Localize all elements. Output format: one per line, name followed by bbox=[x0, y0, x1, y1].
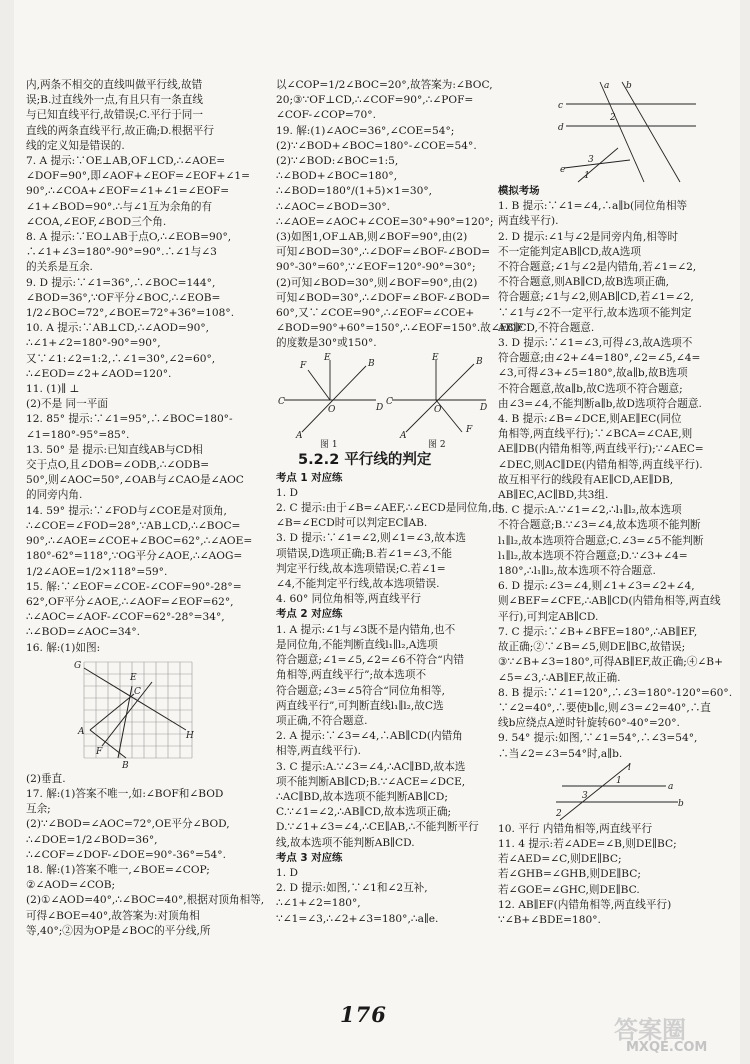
column-1 bbox=[26, 78, 265, 939]
fig1-label: C bbox=[278, 396, 285, 407]
text-line: 可得∠BOE=40°,故答案为:对顶角相 bbox=[26, 909, 200, 922]
text-line: ∠COF-∠COP=70°. bbox=[276, 109, 376, 122]
text-line: (2)可知∠BOD=30°,则∠BOF=90°,由(2) bbox=[276, 276, 478, 289]
fig1-label: A bbox=[296, 430, 303, 441]
text-line: 7. C 提示:∵∠B+∠BFE=180°,∴AB∥EF, bbox=[498, 625, 698, 638]
text-line: ∠5=∠3,∴AB∥EF,故正确. bbox=[498, 671, 621, 684]
text-line: 10. 平行 内错角相等,两直线平行 bbox=[498, 822, 653, 835]
figure-label: b bbox=[626, 81, 632, 91]
text-line: 符合题意;∠3=∠5符合“同位角相等, bbox=[276, 684, 445, 697]
text-line: (3)如图1,OF⊥AB,则∠BOF=90°,由(2) bbox=[276, 231, 468, 244]
figure-label: l bbox=[628, 762, 631, 773]
text-line: ∴AC∥BD,故本选项不能判断AB∥CD; bbox=[276, 790, 448, 803]
grid-label: G bbox=[74, 660, 82, 671]
answer-lines bbox=[276, 623, 490, 851]
text-line: 不符合题意,则AB∥CD,故B选项正确, bbox=[498, 276, 669, 289]
text-line: 平行),可判定AB∥CD. bbox=[498, 610, 599, 623]
text-line: ∵∠2=40°,∴要使b∥c,则∠3=∠2=40°,∴直 bbox=[498, 701, 711, 714]
text-line: ∵∠B+∠BDE=180°. bbox=[498, 913, 601, 926]
fig2-label: A bbox=[400, 430, 407, 441]
figure-label: 1 bbox=[584, 171, 590, 181]
text-line: 以∠COP=1/2∠BOC=20°,故答案为:∠BOC, bbox=[276, 79, 493, 91]
text-line: 角相等,两直线平行);∵∠BCA=∠CAE,则 bbox=[498, 428, 693, 441]
text-line: 20;③∵OF⊥CD,∴∠COF=90°,∴∠POF= bbox=[276, 94, 474, 107]
text-line: 符合题意;由∠2+∠4=180°,∠2=∠5,∠4= bbox=[498, 352, 701, 365]
grid-label: E bbox=[130, 672, 137, 683]
text-line: ∠DOF=90°,即∠AOF+∠EOF=∠EOF+∠1= bbox=[26, 170, 250, 183]
text-line: ∠DEC,则AC∥DE(内错角相等,两直线平行). bbox=[498, 458, 703, 471]
text-line: ∴∠BOD+∠BOC=180°, bbox=[276, 170, 398, 183]
answer-lines bbox=[498, 822, 738, 928]
text-line: ∴∠AOC=∠AOF-∠COF=62°-28°=34°, bbox=[26, 611, 225, 624]
text-line: 3. D 提示:∵∠1=∠2,则∠1=∠3,故本选 bbox=[276, 532, 467, 545]
text-line: 18. 解:(1)答案不唯一,∠BOE=∠COP; bbox=[26, 863, 210, 876]
text-line: l₁∥l₂,故本选项符合题意;C.∠3=∠5不能判断 bbox=[498, 534, 704, 547]
text-line: ∴∠BOD=180°/(1+5)×1=30°, bbox=[276, 185, 432, 198]
text-line: (2)垂直. bbox=[26, 772, 66, 785]
text-line: 1. D bbox=[276, 866, 298, 879]
text-line: ∴∠EOD=∠2+∠AOD=120°. bbox=[26, 367, 172, 380]
text-line: 直线的两条直线平行,故正确;D.根据平行 bbox=[26, 124, 214, 137]
text-line: 14. 59° 提示:∵∠FOD与∠COE是对顶角, bbox=[26, 504, 227, 517]
text-line: D.∵∠1+∠3=∠4,∴CE∥AB,∴不能判断平行 bbox=[276, 821, 479, 834]
text-line: 1. B 提示:∵∠1=∠4,∴a∥b(同位角相等 bbox=[498, 200, 688, 213]
textbook-page bbox=[14, 0, 740, 1064]
text-line: l₁∥l₂,故本选项不符合题意;D.∵∠3+∠4= bbox=[498, 549, 688, 562]
text-line: 6. D 提示:∠3=∠4,则∠1+∠3=∠2+∠4, bbox=[498, 580, 695, 593]
text-line: 的同旁内角. bbox=[26, 489, 83, 502]
figure-label: a bbox=[604, 81, 610, 91]
text-line: 可知∠BOD=30°,∴∠DOF=∠BOF-∠BOD= bbox=[276, 246, 491, 259]
text-line: 90°,∴∠AOE=∠COE+∠BOC=62°,∴∠AOE= bbox=[26, 535, 253, 548]
transversal-figure bbox=[554, 762, 684, 822]
text-line: 由∠3=∠4,不能判断a∥b,故D选项符合题意. bbox=[498, 397, 702, 410]
text-line: ∴∠DOE=1/2∠BOD=36°, bbox=[26, 833, 158, 846]
answer-lines bbox=[26, 78, 260, 656]
text-line: 项错误,D选项正确;B.若∠1=∠3,不能 bbox=[276, 547, 452, 560]
text-line: 等,40°;②因为OP是∠BOC的平分线,所 bbox=[26, 924, 211, 937]
fig2-label: B bbox=[476, 356, 483, 367]
fig2-label: D bbox=[480, 402, 488, 413]
text-line: 11. (1)∥ ⊥ bbox=[26, 383, 80, 396]
text-line: 两直线平行”,可判断直线l₁∥l₂,故C选 bbox=[276, 699, 444, 712]
text-line: ∴∠COF=∠DOF-∠DOE=90°-36°=54°. bbox=[26, 848, 226, 861]
text-line: 1/2∠AOE=1/2×118°=59°. bbox=[26, 565, 168, 578]
figure-label: 1 bbox=[616, 775, 622, 786]
text-line: 的关系是互余. bbox=[26, 261, 93, 274]
fig1-label: F bbox=[300, 360, 307, 371]
text-line: 1. D bbox=[276, 486, 298, 499]
fig1-label: D bbox=[376, 402, 384, 413]
text-line: 9. 54° 提示:如图,∵∠1=54°,∴∠3=54°, bbox=[498, 732, 698, 745]
text-line: 若∠GHB=∠GHB,则DE∥BC; bbox=[498, 868, 641, 881]
text-line: ∠4,不能判定平行线,故本选项错误. bbox=[276, 578, 440, 591]
text-line: 不符合题意;∠1与∠2是内错角,若∠1=∠2, bbox=[498, 261, 697, 274]
text-line: 60°,又∵∠COE=90°,∴∠EOF=∠COE+ bbox=[276, 307, 475, 320]
figure-label: 3 bbox=[582, 790, 588, 801]
text-line: 2. A 提示:∵∠3=∠4,∴AB∥CD(内错角 bbox=[276, 730, 463, 743]
watermark-url: MXQE.COM bbox=[626, 1040, 708, 1055]
text-line: ∠B=∠ECD时可以判定EC∥AB. bbox=[276, 517, 428, 530]
text-line: 90°,∴∠COA+∠EOF=∠1+∠1=∠EOF= bbox=[26, 185, 230, 198]
grid-label: A bbox=[78, 726, 85, 737]
figure-label: a bbox=[668, 781, 674, 792]
text-line: ∴∠BOD=∠AOC=34°. bbox=[26, 626, 140, 639]
text-line: 16. 解:(1)如图: bbox=[26, 641, 101, 654]
text-line: ∴∠1+∠3=180°-90°=90°.∴∠1与∠3 bbox=[26, 246, 217, 259]
text-line: (2)①∠AOD=40°,∴∠BOC=40°,根据对顶角相等, bbox=[26, 894, 265, 907]
text-line: 1. A 提示:∠1与∠3既不是内错角,也不 bbox=[276, 623, 456, 636]
page-number: 176 bbox=[340, 1002, 387, 1027]
answer-lines bbox=[276, 486, 503, 608]
text-line: 8. B 提示:∵∠1=120°,∴∠3=180°-120°=60°. bbox=[498, 686, 733, 699]
answer-lines bbox=[26, 772, 265, 939]
fig1-label: O bbox=[328, 404, 336, 415]
text-line: 与已知直线平行,故错误;C.平行于同一 bbox=[26, 109, 203, 122]
fig1-label: B bbox=[368, 358, 375, 369]
text-line: ∴∠AOE=∠AOC+∠COE=30°+90°=120°; bbox=[276, 215, 494, 228]
figure-label: e bbox=[560, 165, 566, 175]
grid-label: H bbox=[186, 730, 194, 741]
text-line: 则∠BEF=∠CFE,∴AB∥CD(内错角相等,两直线 bbox=[498, 595, 721, 608]
figure-label: 2 bbox=[610, 113, 616, 123]
text-line: 4. 60° 同位角相等,两直线平行 bbox=[276, 593, 421, 606]
text-line: 10. A 提示:∵AB⊥CD,∴∠AOD=90°, bbox=[26, 322, 210, 335]
parallel-lines-figure bbox=[558, 78, 698, 184]
figure-label: 2 bbox=[556, 808, 562, 819]
grid-label: C bbox=[134, 686, 141, 697]
text-line: ∵∠1与∠2不一定平行,故本选项不能判定 bbox=[498, 306, 692, 319]
text-line: ∠BOD=36°,∵OF平分∠BOC,∴∠EOB= bbox=[26, 291, 221, 304]
text-line: 故互相平行的线段有AE∥CD,AE∥DB, bbox=[498, 473, 674, 486]
text-line: 13. 50° 是 提示:已知直线AB与CD相 bbox=[26, 443, 203, 456]
text-line: 90°-30°=60°,∵∠EOF=120°-90°=30°; bbox=[276, 261, 476, 274]
text-line: 误;B.过直线外一点,有且只有一条直线 bbox=[26, 94, 203, 107]
text-line: 12. 85° 提示:∵∠1=95°,∴∠BOC=180°- bbox=[26, 413, 233, 426]
text-line: 若∠GOE=∠GHC,则DE∥BC. bbox=[498, 883, 640, 896]
text-line: 线,故本选项不能判断AB∥CD. bbox=[276, 836, 415, 849]
text-line: 互余; bbox=[26, 803, 51, 816]
text-line: 50°,则∠AOC=50°,∠OAB与∠CAO是∠AOC bbox=[26, 474, 244, 487]
text-line: 17. 解:(1)答案不唯一,如:∠BOF和∠BOD bbox=[26, 787, 224, 800]
text-line: 2. D 提示:∠1与∠2是同旁内角,相等时 bbox=[498, 230, 679, 243]
text-line: C.∵∠1=∠2,∴AB∥CD,故本选项正确; bbox=[276, 806, 452, 819]
text-line: ∠COA,∠EOF,∠BOD三个角. bbox=[26, 215, 167, 228]
text-line: 7. A 提示:∵OE⊥AB,OF⊥CD,∴∠AOE= bbox=[26, 155, 226, 168]
text-line: ∴∠1+∠2=180°, bbox=[276, 897, 361, 910]
text-line: AB∥CD,不符合题意. bbox=[498, 321, 595, 334]
text-line: ∴∠COE=∠FOD=28°,∵AB⊥CD,∴∠BOC= bbox=[26, 519, 241, 532]
fig2-label: O bbox=[434, 404, 442, 415]
figure-label: 3 bbox=[588, 155, 594, 165]
fig1-label: E bbox=[324, 352, 331, 363]
grid-figure bbox=[74, 658, 224, 770]
text-line: 不一定能判定AB∥CD,故A选项 bbox=[498, 245, 641, 258]
text-line: 3. D 提示:∵∠1=∠3,可得∠3,故A选项不 bbox=[498, 337, 693, 350]
fig2-label: C bbox=[386, 396, 393, 407]
text-line: 2. C 提示:由于∠B=∠AEF,∴∠ECD是同位角,由 bbox=[276, 502, 503, 515]
text-line: ∴∠1+∠2=180°-90°=90°, bbox=[26, 337, 161, 350]
text-line: 符合题意;∠1=∠5,∠2=∠6不符合“内错 bbox=[276, 654, 464, 667]
text-line: 交于点O,且∠DOB=∠ODB,∴∠ODB= bbox=[26, 459, 210, 472]
text-line: 内,两条不相交的直线叫做平行线,故错 bbox=[26, 79, 203, 91]
text-line: 不符合题意;B.∵∠3=∠4,故本选项不能判断 bbox=[498, 519, 701, 532]
text-line: ∠3,可得∠3+∠5=180°,故a∥b,故B选项 bbox=[498, 367, 688, 380]
text-line: 180°-62°=118°,∵OG平分∠AOE,∴∠AOG= bbox=[26, 550, 243, 563]
text-line: ∠1+∠BOD=90°.∴与∠1互为余角的有 bbox=[26, 200, 213, 213]
text-line: 两直线平行). bbox=[498, 215, 559, 228]
text-line: 5. C 提示:A.∵∠1=∠2,∴l₁∥l₂,故本选项 bbox=[498, 504, 682, 517]
text-line: 若∠AED=∠C,则DE∥BC; bbox=[498, 853, 622, 866]
grid-label: B bbox=[122, 760, 129, 771]
text-line: 判定平行线,故本选项错误;C.若∠1= bbox=[276, 562, 446, 575]
text-line: ∴当∠2=∠3=54°时,a∥b. bbox=[498, 747, 623, 760]
text-line: 不符合题意,故a∥b,故C选项不符合题意; bbox=[498, 382, 683, 395]
text-line: 62°,OF平分∠AOE,∴∠AOF=∠EOF=62°, bbox=[26, 595, 234, 608]
text-line: 1/2∠BOC=72°,∠BOE=72°+36°=108°. bbox=[26, 307, 235, 320]
text-line: ③∵∠B+∠3=180°,可得AB∥EF,故正确;④∠B+ bbox=[498, 656, 723, 669]
text-line: 是同位角,不能判断直线l₁∥l₂,A选项 bbox=[276, 638, 438, 651]
text-line: 12. AB∥EF(内错角相等,两直线平行) bbox=[498, 898, 672, 911]
text-line: ∠1=180°-95°=85°. bbox=[26, 428, 130, 441]
text-line: ②∠AOD=∠COB; bbox=[26, 879, 116, 892]
text-line: ∠BOD=90°+60°=150°,∴∠EOF=150°.故∠EOF bbox=[276, 322, 524, 335]
text-line: 8. A 提示:∵EO⊥AB于点O,∴∠EOB=90°, bbox=[26, 231, 232, 244]
text-line: 角相等,两直线平行”;故本选项不 bbox=[276, 669, 427, 682]
answer-lines bbox=[498, 199, 738, 762]
exam-heading: 模拟考场 bbox=[498, 185, 540, 197]
fig2-label: E bbox=[432, 352, 439, 363]
figure-label: c bbox=[558, 101, 564, 111]
text-line: 180°,∴l₁∥l₂,故本选项不符合题意. bbox=[498, 565, 656, 578]
text-line: 11. 4 提示:若∠ADE=∠B,则DE∥BC; bbox=[498, 837, 677, 850]
subsection-heading: 考点 1 对应练 bbox=[276, 471, 343, 484]
section-title: 5.2.2 平行线的判定 bbox=[298, 451, 432, 468]
watermark: 答案圈 bbox=[614, 1016, 686, 1044]
text-line: AB∥EC,AC∥BD,共3组. bbox=[498, 489, 609, 502]
figure-caption: 图 2 bbox=[428, 439, 446, 450]
text-line: 相等,两直线平行). bbox=[276, 745, 362, 758]
text-line: 3. C 提示:A.∵∠3=∠4,∴AC∥BD,故本选 bbox=[276, 760, 466, 773]
text-line: 4. B 提示:∠B=∠DCE,则AE∥EC(同位 bbox=[498, 413, 682, 426]
text-line: ∴∠AOC=∠BOD=30°. bbox=[276, 200, 390, 213]
text-line: 的度数是30°或150°. bbox=[276, 337, 377, 350]
text-line: 又∵∠1:∠2=1:2,∴∠1=30°,∠2=60°, bbox=[26, 352, 216, 365]
figure-pair bbox=[276, 352, 490, 448]
text-line: 故正确;②∵∠B=∠5,则DE∥BC,故错误; bbox=[498, 641, 686, 654]
column-3 bbox=[498, 78, 738, 928]
text-line: AE∥DB(内错角相等,两直线平行);∵∠AEC= bbox=[498, 443, 704, 456]
text-line: 项正确,不符合题意. bbox=[276, 714, 368, 727]
text-line: 线b应绕点A逆时针旋转60°-40°=20°. bbox=[498, 717, 680, 730]
text-line: ∵∠1=∠3,∴∠2+∠3=180°,∴a∥e. bbox=[276, 912, 439, 925]
text-line: (2)∵∠BOD+∠BOC=180°-∠COE=54°. bbox=[276, 139, 477, 152]
fig2-label: F bbox=[466, 424, 473, 435]
figure-label: b bbox=[678, 798, 684, 809]
figure-label: d bbox=[558, 123, 564, 133]
text-line: (2)∵∠BOD:∠BOC=1:5, bbox=[276, 155, 399, 168]
text-line: 符合题意;∠1与∠2,则AB∥CD,若∠1=∠2, bbox=[498, 291, 694, 304]
text-line: 线的定义知是错误的. bbox=[26, 139, 125, 152]
text-line: (2)不是 同一平面 bbox=[26, 398, 108, 411]
subsection-heading: 考点 2 对应练 bbox=[276, 608, 343, 621]
text-line: 可知∠BOD=30°,∴∠DOF=∠BOF-∠BOD= bbox=[276, 291, 491, 304]
text-line: 2. D 提示:如图,∵∠1和∠2互补, bbox=[276, 882, 428, 895]
answer-lines bbox=[276, 866, 490, 927]
text-line: (2)∵∠BOD=∠AOC=72°,OE平分∠BOD, bbox=[26, 818, 230, 831]
subsection-heading: 考点 3 对应练 bbox=[276, 851, 343, 864]
grid-label: F bbox=[96, 746, 103, 757]
text-line: 9. D 提示:∵∠1=36°,∴∠BOC=144°, bbox=[26, 276, 216, 289]
text-line: 项不能判断AB∥CD;B.∵∠ACE=∠DCE, bbox=[276, 775, 466, 788]
text-line: 19. 解:(1)∠AOC=36°,∠COE=54°; bbox=[276, 124, 455, 137]
text-line: 15. 解:∵∠EOF=∠COE-∠COF=90°-28°= bbox=[26, 580, 242, 593]
figure-caption: 图 1 bbox=[320, 439, 338, 450]
